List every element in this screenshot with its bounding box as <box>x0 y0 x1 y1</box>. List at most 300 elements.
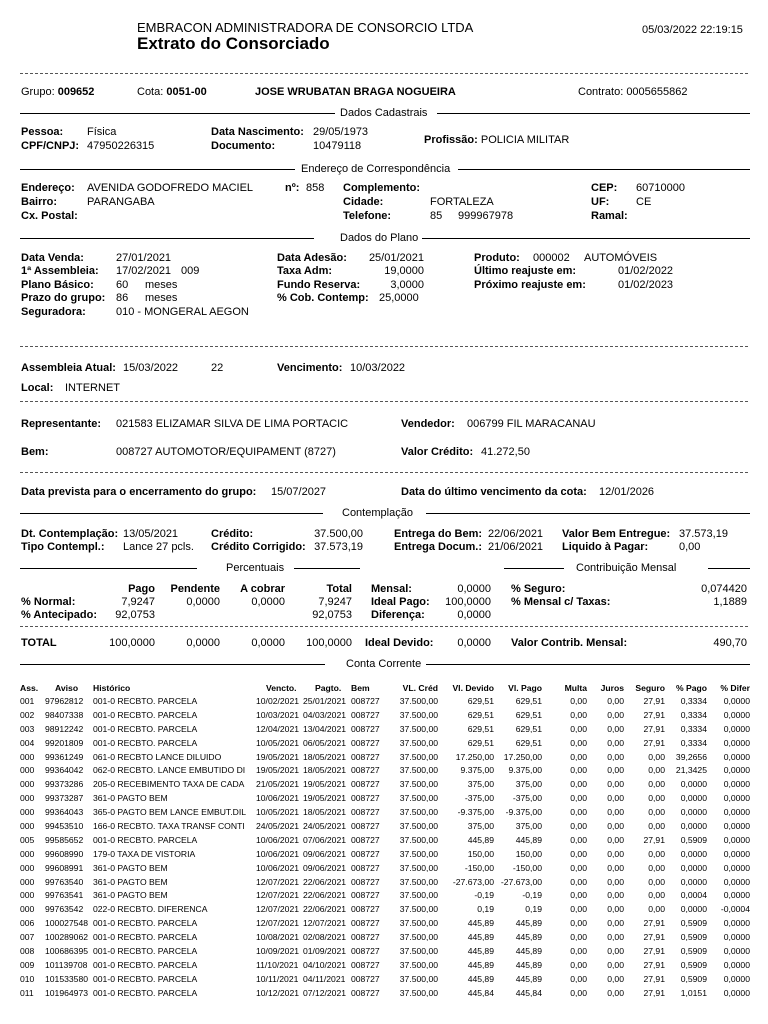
cell-vl-cred: 37.500,00 <box>399 848 438 859</box>
cell-vencto: 10/02/2021 <box>256 695 300 706</box>
cell-pct-difer: 0,0000 <box>723 862 750 873</box>
cell-vl-cred: 37.500,00 <box>399 709 438 720</box>
cell-vencto: 12/07/2021 <box>256 904 300 915</box>
pessoa-label: Pessoa: <box>21 126 64 138</box>
ultimo-vencimento-label: Data do último vencimento da cota: <box>401 486 587 498</box>
cell-pct-difer: 0,0000 <box>723 765 750 776</box>
cell-bem: 008727 <box>351 848 380 859</box>
cell-juros: 0,00 <box>607 737 624 748</box>
cell-vl-devido: 375,00 <box>467 820 494 831</box>
section-title: Dados do Plano <box>340 232 419 244</box>
ideal-devido-label: Ideal Devido: <box>365 637 434 649</box>
cell-vl-cred: 37.500,00 <box>399 807 438 818</box>
cell-aviso: 99373286 <box>45 779 84 790</box>
cell-ass: 010 <box>20 973 35 984</box>
endereco-value: AVENIDA GODOFREDO MACIEL <box>87 182 254 194</box>
total-label: TOTAL <box>21 637 57 649</box>
cell-seguro: 27,91 <box>643 932 665 943</box>
cell-vl-cred: 37.500,00 <box>399 904 438 915</box>
cell-juros: 0,00 <box>607 918 624 929</box>
cell-pagto: 25/01/2021 <box>303 695 347 706</box>
cell-vl-devido: 445,89 <box>467 918 494 929</box>
divider <box>20 73 748 74</box>
cell-vl-pago: 445,89 <box>515 932 542 943</box>
nascimento-value: 29/05/1973 <box>313 126 369 138</box>
cell-seguro: 27,91 <box>643 737 665 748</box>
cell-historico: 022-0 RECBTO. DIFERENCA <box>93 904 208 915</box>
diferenca-label: Diferença: <box>371 609 425 621</box>
vencimento-label: Vencimento: <box>277 362 343 374</box>
cell-pagto: 02/08/2021 <box>303 932 347 943</box>
table-row <box>20 972 750 986</box>
conta-corrente-table <box>20 681 750 1000</box>
cell-vl-cred: 37.500,00 <box>399 737 438 748</box>
prazo-label: Prazo do grupo: <box>21 292 106 304</box>
cell-vl-devido: 445,89 <box>467 959 494 970</box>
cell-multa: 0,00 <box>570 709 587 720</box>
cell-multa: 0,00 <box>570 918 587 929</box>
ideal-pago-value: 100,0000 <box>445 596 491 608</box>
cell-vl-devido: 445,84 <box>467 987 494 998</box>
cell-seguro: 0,00 <box>648 890 665 901</box>
section-dados-cadastrais <box>20 106 750 120</box>
cell-juros: 0,00 <box>607 765 624 776</box>
table-row <box>20 986 750 1000</box>
table-row <box>20 875 750 889</box>
cell-aviso: 101139708 <box>45 959 88 970</box>
cell-aviso: 99763541 <box>45 890 84 901</box>
cell-vl-pago: 445,89 <box>515 973 542 984</box>
contrato-field <box>578 87 688 98</box>
cell-vl-devido: 629,51 <box>467 695 494 706</box>
cell-vl-pago: 445,84 <box>515 987 542 998</box>
cell-pagto: 18/05/2021 <box>303 751 347 762</box>
cell-vencto: 11/10/2021 <box>256 959 299 970</box>
cell-vl-cred: 37.500,00 <box>399 876 438 887</box>
cell-vl-pago: -0,19 <box>522 890 542 901</box>
cell-multa: 0,00 <box>570 904 587 915</box>
credito-value: 37.500,00 <box>314 528 363 540</box>
cell-vl-devido: 9.375,00 <box>460 765 494 776</box>
cell-vencto: 10/06/2021 <box>256 862 300 873</box>
cell-pct-difer: 0,0000 <box>723 876 750 887</box>
cell-bem: 008727 <box>351 695 380 706</box>
table-row <box>20 819 750 833</box>
cell-vencto: 12/07/2021 <box>256 876 300 887</box>
cell-bem: 008727 <box>351 918 380 929</box>
cell-pct-difer: 0,0000 <box>723 945 750 956</box>
plano-basico-value: 60 <box>116 279 129 291</box>
section-title: Contribuição Mensal <box>576 562 677 574</box>
cell-vencto: 19/05/2021 <box>256 765 300 776</box>
section-dados-plano <box>20 231 750 245</box>
cell-vencto: 10/03/2021 <box>256 709 300 720</box>
cell-pct-pago: 0,0000 <box>680 793 707 804</box>
cell-multa: 0,00 <box>570 695 587 706</box>
cell-pct-difer: 0,0000 <box>723 973 750 984</box>
cell-pct-pago: 0,0000 <box>680 876 707 887</box>
cell-seguro: 27,91 <box>643 709 665 720</box>
cell-ass: 004 <box>20 737 35 748</box>
cell-juros: 0,00 <box>607 848 624 859</box>
table-row <box>20 902 750 916</box>
cob-contemp-label: % Cob. Contemp: <box>277 292 369 304</box>
table-row <box>20 763 750 777</box>
total-total: 100,0000 <box>306 637 352 649</box>
cell-juros: 0,00 <box>607 695 624 706</box>
table-row <box>20 805 750 819</box>
cell-vencto: 21/05/2021 <box>256 779 300 790</box>
cell-bem: 008727 <box>351 737 380 748</box>
cell-seguro: 27,91 <box>643 987 665 998</box>
encerramento-value: 15/07/2027 <box>271 486 327 498</box>
cell-vl-pago: -9.375,00 <box>505 807 542 818</box>
cell-seguro: 27,91 <box>643 834 665 845</box>
endereco-label: Endereço: <box>21 182 75 194</box>
cell-vl-cred: 37.500,00 <box>399 932 438 943</box>
cell-vencto: 10/08/2021 <box>256 932 300 943</box>
cell-vl-devido: 629,51 <box>467 723 494 734</box>
cell-multa: 0,00 <box>570 945 587 956</box>
cell-historico: 001-0 RECBTO. PARCELA <box>93 932 198 943</box>
cell-vl-devido: -9.375,00 <box>457 807 494 818</box>
cell-vl-cred: 37.500,00 <box>399 987 438 998</box>
cell-bem: 008727 <box>351 751 380 762</box>
cell-vencto: 19/05/2021 <box>256 751 300 762</box>
cell-vl-pago: 445,89 <box>515 959 542 970</box>
cell-juros: 0,00 <box>607 932 624 943</box>
valor-bem-entregue-label: Valor Bem Entregue: <box>562 528 671 540</box>
cell-multa: 0,00 <box>570 834 587 845</box>
cell-ass: 009 <box>20 959 35 970</box>
normal-pendente: 0,0000 <box>186 596 220 608</box>
cell-ass: 000 <box>20 751 35 762</box>
cell-ass: 000 <box>20 793 35 804</box>
cell-pct-difer: 0,0000 <box>723 890 750 901</box>
cell-pct-pago: 0,0000 <box>680 820 707 831</box>
adesao-value: 25/01/2021 <box>368 252 424 264</box>
pessoa-value: Física <box>87 126 117 138</box>
cell-pagto: 18/05/2021 <box>303 765 347 776</box>
cell-pagto: 09/06/2021 <box>303 848 347 859</box>
cell-historico: 166-0 RECBTO. TAXA TRANSF CONTI <box>93 820 245 831</box>
cell-historico: 001-0 RECBTO. PARCELA <box>93 959 198 970</box>
cell-historico: 205-0 RECEBIMENTO TAXA DE CADA <box>93 779 245 790</box>
cell-pct-difer: 0,0000 <box>723 779 750 790</box>
cell-pct-difer: 0,0000 <box>723 918 750 929</box>
cell-bem: 008727 <box>351 834 380 845</box>
cell-vl-pago: 445,89 <box>515 945 542 956</box>
ultimo-vencimento-value: 12/01/2026 <box>599 486 655 498</box>
cell-pagto: 04/03/2021 <box>303 709 347 720</box>
cell-seguro: 0,00 <box>648 765 665 776</box>
grupo-label: Grupo: <box>21 86 55 98</box>
dt-contemplacao-label: Dt. Contemplação: <box>21 528 119 540</box>
cell-multa: 0,00 <box>570 848 587 859</box>
normal-label: % Normal: <box>21 596 76 608</box>
seguradora-label: Seguradora: <box>21 306 86 318</box>
bem-label: Bem: <box>21 446 49 458</box>
cell-vl-pago: 629,51 <box>515 723 542 734</box>
cell-historico: 062-0 RECBTO. LANCE EMBUTIDO DI <box>93 765 246 776</box>
cell-pct-pago: 0,0004 <box>680 890 707 901</box>
header-bem: Bem <box>351 682 370 693</box>
antecipado-pago: 92,0753 <box>115 609 155 621</box>
cell-seguro: 27,91 <box>643 723 665 734</box>
cell-seguro: 0,00 <box>648 807 665 818</box>
cell-multa: 0,00 <box>570 987 587 998</box>
cx-postal-label: Cx. Postal: <box>21 210 78 222</box>
complemento-label: Complemento: <box>343 182 420 194</box>
cell-aviso: 99608990 <box>45 848 84 859</box>
report-datetime: 05/03/2022 22:19:15 <box>642 24 743 36</box>
mensal-taxas-value: 1,1889 <box>713 596 747 608</box>
cell-pct-pago: 0,0000 <box>680 862 707 873</box>
cell-seguro: 0,00 <box>648 848 665 859</box>
cell-pct-difer: 0,0000 <box>723 987 750 998</box>
total-pago: 100,0000 <box>109 637 155 649</box>
cota-field <box>137 87 207 98</box>
cell-juros: 0,00 <box>607 820 624 831</box>
cell-pct-pago: 21,3425 <box>675 765 707 776</box>
cell-pct-difer: 0,0000 <box>723 932 750 943</box>
cell-vencto: 12/04/2021 <box>256 723 300 734</box>
header-vl-cred: VL. Créd <box>402 682 438 693</box>
vendedor-value: 006799 FIL MARACANAU <box>467 418 596 430</box>
cell-aviso: 101533580 <box>45 973 89 984</box>
cell-vl-cred: 37.500,00 <box>399 959 438 970</box>
header-pagto: Pagto. <box>315 682 342 693</box>
adesao-label: Data Adesão: <box>277 252 347 264</box>
cell-bem: 008727 <box>351 973 380 984</box>
valor-credito-label: Valor Crédito: <box>401 446 474 458</box>
produto-code: 000002 <box>533 252 570 264</box>
section-title: Endereço de Correspondência <box>301 163 451 175</box>
cell-multa: 0,00 <box>570 807 587 818</box>
cell-vencto: 10/09/2021 <box>256 945 300 956</box>
cell-vencto: 10/05/2021 <box>256 807 300 818</box>
encerramento-label: Data prevista para o encerramento do grupo: <box>21 486 257 498</box>
table-row <box>20 777 750 791</box>
produto-label: Produto: <box>474 252 520 264</box>
cell-pct-pago: 0,5909 <box>680 945 707 956</box>
divider <box>20 472 748 473</box>
profissao-value: POLICIA MILITAR <box>480 134 570 146</box>
section-conta-corrente <box>20 657 750 671</box>
cell-ass: 011 <box>20 987 34 998</box>
header-vl-pago: Vl. Pago <box>508 682 542 693</box>
cell-ass: 007 <box>20 932 35 943</box>
cell-historico: 001-0 RECBTO. PARCELA <box>93 834 198 845</box>
entrega-docum-label: Entrega Docum.: <box>394 541 483 553</box>
antecipado-total: 92,0753 <box>312 609 352 621</box>
table-row <box>20 708 750 722</box>
table-row <box>20 861 750 875</box>
taxa-adm-value: 19,0000 <box>384 265 424 277</box>
cell-pagto: 07/06/2021 <box>303 834 347 845</box>
cell-aviso: 101964973 <box>45 987 89 998</box>
cell-aviso: 99585652 <box>45 834 84 845</box>
profissao-label: Profissão: <box>424 134 478 146</box>
cell-ass: 003 <box>20 723 35 734</box>
cell-historico: 361-0 PAGTO BEM <box>93 793 168 804</box>
cell-seguro: 27,91 <box>643 945 665 956</box>
plano-basico-unit: meses <box>145 279 178 291</box>
cell-pct-pago: 0,0000 <box>680 779 707 790</box>
cell-vl-devido: 629,51 <box>467 737 494 748</box>
cell-bem: 008727 <box>351 945 380 956</box>
cell-juros: 0,00 <box>607 709 624 720</box>
cell-aviso: 99201809 <box>45 737 84 748</box>
contrato-value: 0005655862 <box>626 86 688 98</box>
cell-pagto: 07/12/2021 <box>303 987 347 998</box>
cell-pct-difer: 0,0000 <box>723 723 750 734</box>
divider <box>20 401 748 402</box>
cell-vl-pago: 629,51 <box>515 695 542 706</box>
cell-aviso: 97962812 <box>45 695 84 706</box>
table-row <box>20 694 750 708</box>
cell-aviso: 99373287 <box>45 793 84 804</box>
cell-aviso: 99361249 <box>45 751 84 762</box>
cell-vl-cred: 37.500,00 <box>399 820 438 831</box>
cell-vencto: 10/11/2021 <box>256 973 299 984</box>
seguro-pct-label: % Seguro: <box>511 583 566 595</box>
cell-juros: 0,00 <box>607 945 624 956</box>
cell-seguro: 0,00 <box>648 862 665 873</box>
cell-vl-devido: 445,89 <box>467 932 494 943</box>
cell-bem: 008727 <box>351 904 380 915</box>
liquido-pagar-label: Liquido à Pagar: <box>562 541 649 553</box>
cell-pagto: 04/11/2021 <box>303 973 346 984</box>
cell-historico: 001-0 RECBTO. PARCELA <box>93 709 198 720</box>
header-historico: Histórico <box>93 682 131 693</box>
cell-vl-devido: 445,89 <box>467 973 494 984</box>
cell-pagto: 06/05/2021 <box>303 737 347 748</box>
cell-vl-pago: 629,51 <box>515 737 542 748</box>
cell-vencto: 10/05/2021 <box>256 737 300 748</box>
table-row <box>20 833 750 847</box>
cell-juros: 0,00 <box>607 987 624 998</box>
cell-historico: 179-0 TAXA DE VISTORIA <box>93 848 196 859</box>
liquido-pagar-value: 0,00 <box>679 541 701 553</box>
table-row <box>20 791 750 805</box>
cell-ass: 000 <box>20 807 35 818</box>
cell-pct-difer: 0,0000 <box>723 959 750 970</box>
cell-aviso: 99453510 <box>45 820 84 831</box>
mensal-label: Mensal: <box>371 583 412 595</box>
cep-label: CEP: <box>591 182 618 194</box>
ultimo-reajuste-value: 01/02/2022 <box>618 265 674 277</box>
section-title: Dados Cadastrais <box>340 107 428 119</box>
cell-multa: 0,00 <box>570 779 587 790</box>
cell-vl-cred: 37.500,00 <box>399 973 438 984</box>
col-pago-header: Pago <box>128 583 155 595</box>
vencimento-value: 10/03/2022 <box>350 362 406 374</box>
cell-pagto: 01/09/2021 <box>303 945 347 956</box>
proximo-reajuste-value: 01/02/2023 <box>618 279 674 291</box>
cell-multa: 0,00 <box>570 876 587 887</box>
cell-vl-devido: 445,89 <box>467 834 494 845</box>
cell-historico: 001-0 RECBTO. PARCELA <box>93 987 198 998</box>
table-row <box>20 916 750 930</box>
prazo-value: 86 <box>116 292 129 304</box>
cell-aviso: 98912242 <box>45 723 84 734</box>
nascimento-label: Data Nascimento: <box>211 126 304 138</box>
section-percentuais <box>20 561 360 575</box>
cell-bem: 008727 <box>351 890 380 901</box>
cell-ass: 000 <box>20 890 35 901</box>
cell-vl-pago: 150,00 <box>515 848 542 859</box>
cell-vl-pago: -27.673,00 <box>500 876 542 887</box>
seguradora-value: 010 - MONGERAL AEGON <box>116 306 249 318</box>
cell-vl-cred: 37.500,00 <box>399 751 438 762</box>
divider <box>20 346 748 347</box>
bem-value: 008727 AUTOMOTOR/EQUIPAMENT (8727) <box>116 446 336 458</box>
ideal-pago-label: Ideal Pago: <box>371 596 430 608</box>
cell-juros: 0,00 <box>607 876 624 887</box>
cell-ass: 008 <box>20 945 35 956</box>
cell-vl-devido: -375,00 <box>464 793 494 804</box>
mensal-taxas-label: % Mensal c/ Taxas: <box>511 596 611 608</box>
cell-seguro: 0,00 <box>648 820 665 831</box>
cell-seguro: 0,00 <box>648 793 665 804</box>
bairro-value: PARANGABA <box>87 196 155 208</box>
bairro-label: Bairro: <box>21 196 58 208</box>
cell-multa: 0,00 <box>570 723 587 734</box>
cell-pct-difer: 0,0000 <box>723 737 750 748</box>
cell-multa: 0,00 <box>570 959 587 970</box>
cell-seguro: 27,91 <box>643 959 665 970</box>
entrega-bem-label: Entrega do Bem: <box>394 528 483 540</box>
cell-seguro: 0,00 <box>648 751 665 762</box>
cell-pct-pago: 0,3334 <box>680 695 707 706</box>
cell-juros: 0,00 <box>607 959 624 970</box>
cell-pct-difer: 0,0000 <box>723 751 750 762</box>
cell-historico: 001-0 RECBTO. PARCELA <box>93 945 198 956</box>
assembleia-value: 17/02/2021 <box>116 265 172 277</box>
cell-vencto: 24/05/2021 <box>256 820 300 831</box>
header-pct-difer: % Difer <box>720 682 750 693</box>
cell-multa: 0,00 <box>570 973 587 984</box>
header-vl-devido: Vl. Devido <box>452 682 494 693</box>
table-row <box>20 736 750 750</box>
cell-vl-pago: -375,00 <box>512 793 542 804</box>
cell-vl-pago: 375,00 <box>515 820 542 831</box>
cell-bem: 008727 <box>351 862 380 873</box>
venda-label: Data Venda: <box>21 252 84 264</box>
cell-vencto: 12/07/2021 <box>256 890 300 901</box>
table-row <box>20 888 750 902</box>
col-acobrar-header: A cobrar <box>240 583 285 595</box>
prazo-unit: meses <box>145 292 178 304</box>
cell-pagto: 18/05/2021 <box>303 807 347 818</box>
cell-pct-pago: 0,0000 <box>680 848 707 859</box>
cell-multa: 0,00 <box>570 862 587 873</box>
cell-vl-cred: 37.500,00 <box>399 723 438 734</box>
cell-ass: 001 <box>20 695 35 706</box>
cell-juros: 0,00 <box>607 862 624 873</box>
cell-pct-pago: 0,5909 <box>680 918 707 929</box>
normal-pago: 7,9247 <box>121 596 155 608</box>
local-label: Local: <box>21 382 54 394</box>
assembleia-atual-num: 22 <box>211 362 224 374</box>
telefone-value: 999967978 <box>458 210 514 222</box>
cell-historico: 361-0 PAGTO BEM <box>93 862 168 873</box>
entrega-docum-value: 21/06/2021 <box>488 541 544 553</box>
col-pendente-header: Pendente <box>170 583 220 595</box>
mensal-value: 0,0000 <box>457 583 491 595</box>
cell-multa: 0,00 <box>570 932 587 943</box>
